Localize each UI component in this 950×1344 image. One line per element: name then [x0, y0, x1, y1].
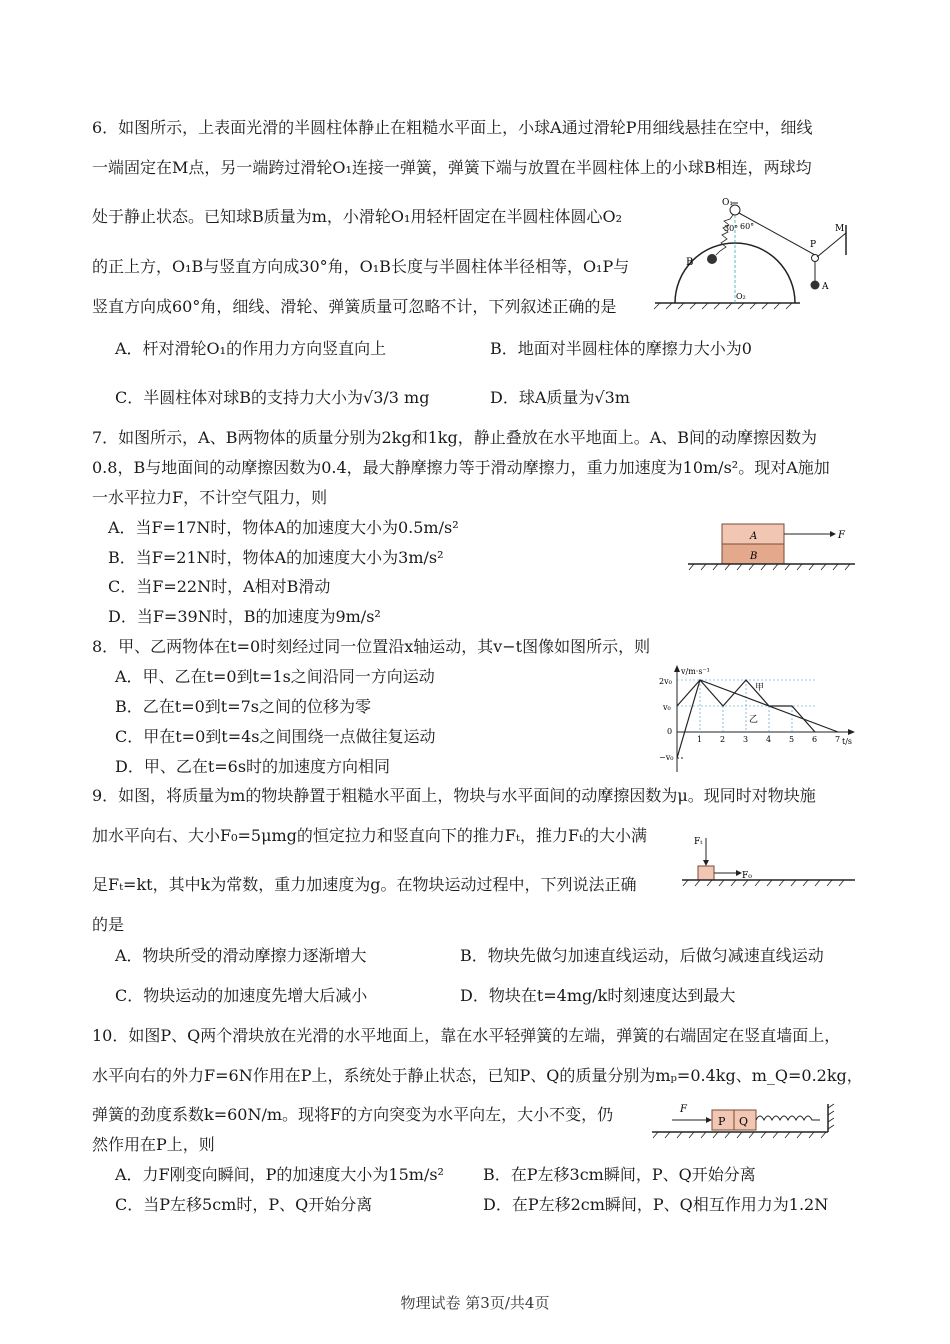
q6-label-b: B: [686, 257, 694, 268]
q8-option-c: C．甲在t=0到t=4s之间围绕一点做往复运动: [115, 727, 436, 746]
q9-label-ft: Fₜ: [694, 837, 703, 847]
q9-line-3: 足Fₜ=kt，其中k为常数，重力加速度为g。在物块运动过程中，下列说法正确: [92, 875, 637, 894]
q10-option-b: B．在P左移3cm瞬间，P、Q开始分离: [483, 1165, 756, 1184]
q8-ylabel: v/m·s⁻¹: [681, 667, 710, 676]
q6-label-o1: O₁: [722, 198, 733, 208]
q10-option-a: A．力F刚变向瞬间，P的加速度大小为15m/s²: [115, 1165, 444, 1184]
q9-line-2: 加水平向右、大小F₀=5μmg的恒定拉力和竖直向下的推力Fₜ，推力Fₜ的大小满: [92, 826, 648, 845]
q7-line-3: 一水平拉力F，不计空气阻力，则: [92, 488, 328, 507]
q6-label-o2: O₂: [736, 292, 746, 301]
q7-figure: [680, 518, 860, 578]
q6-option-c: C．半圆柱体对球B的支持力大小为√3/3 mg: [115, 388, 430, 407]
q8-option-d: D．甲、乙在t=6s时的加速度方向相同: [115, 757, 391, 776]
q7-label-b: B: [750, 551, 758, 562]
q8-tick-6: 6: [812, 735, 818, 744]
q8-label-yi: 乙: [749, 715, 759, 725]
q10-figure: [650, 1100, 845, 1145]
q6-option-d: D．球A质量为√3m: [490, 388, 630, 407]
q6-line-5: 竖直方向成60°角，细线、滑轮、弹簧质量可忽略不计，下列叙述正确的是: [92, 297, 617, 316]
q9-option-d: D．物块在t=4mg/k时刻速度达到最大: [460, 986, 736, 1005]
q9-line-1: 9．如图，将质量为m的物块静置于粗糙水平面上，物块与水平面间的动摩擦因数为μ。现同时对物块施: [92, 786, 816, 805]
q8-option-a: A．甲、乙在t=0到t=1s之间沿同一方向运动: [115, 667, 435, 686]
q6-figure: [650, 195, 860, 315]
q8-option-b: B．乙在t=0到t=7s之间的位移为零: [115, 697, 372, 716]
q8-tick-4: 4: [766, 735, 772, 744]
q7-line-2: 0.8，B与地面间的动摩擦因数为0.4，最大静摩擦力等于滑动摩擦力，重力加速度为10m/s²。现对A施加: [92, 458, 830, 477]
q8-tick-7: 7: [835, 735, 841, 744]
q6-line-4: 的正上方，O₁B与竖直方向成30°角，O₁B长度与半圆柱体半径相等，O₁P与: [92, 257, 630, 276]
page-footer: 物理试卷 第3页/共4页: [400, 1294, 550, 1312]
q6-label-60: 60°: [740, 222, 755, 231]
q6-label-p: P: [810, 240, 817, 250]
q8-y0: 0: [667, 727, 673, 736]
spring: [756, 1116, 820, 1120]
q7-label-a: A: [750, 531, 758, 542]
q9-option-a: A．物块所受的滑动摩擦力逐渐增大: [115, 946, 367, 965]
q10-label-q: Q: [739, 1115, 749, 1128]
q10-line-1: 10．如图P、Q两个滑块放在光滑的水平地面上，靠在水平轻弹簧的左端，弹簧的右端固定在竖直墙面上，: [92, 1026, 841, 1045]
q8-xlabel: t/s: [842, 737, 853, 746]
q7-option-a: A．当F=17N时，物体A的加速度大小为0.5m/s²: [108, 518, 459, 537]
q6-label-m: M: [835, 224, 845, 234]
q9-figure: [680, 832, 860, 892]
q7-option-d: D．当F=39N时，B的加速度为9m/s²: [108, 607, 381, 626]
q8-label-jia: 甲: [755, 683, 765, 693]
q10-line-4: 然作用在P上，则: [92, 1135, 215, 1154]
q10-option-c: C．当P左移5cm时，P、Q开始分离: [115, 1195, 373, 1214]
q9-option-b: B．物块先做匀加速直线运动，后做匀减速直线运动: [460, 946, 824, 965]
q10-line-2: 水平向右的外力F=6N作用在P上，系统处于静止状态，已知P、Q的质量分别为mₚ=0.4kg、m_Q=0.2kg，: [92, 1066, 863, 1085]
q8-line-1: 8．甲、乙两物体在t=0时刻经过同一位置沿x轴运动，其v−t图像如图所示，则: [92, 637, 651, 656]
q6-line-2: 一端固定在M点，另一端跨过滑轮O₁连接一弹簧，弹簧下端与放置在半圆柱体上的小球B相连，两球均: [92, 158, 812, 177]
q8-y1: v₀: [663, 703, 671, 712]
q8-yneg: −v₀: [659, 753, 674, 762]
q6-line-1: 6．如图所示，上表面光滑的半圆柱体静止在粗糙水平面上，小球A通过滑轮P用细线悬挂在空中，细线: [92, 118, 813, 137]
q8-tick-3: 3: [743, 735, 749, 744]
q8-figure: [655, 662, 860, 780]
q10-label-p: P: [718, 1115, 726, 1128]
q6-line-3: 处于静止状态。已知球B质量为m，小滑轮O₁用轻杆固定在半圆柱体圆心O₂: [92, 207, 622, 226]
q7-line-1: 7．如图所示，A、B两物体的质量分别为2kg和1kg，静止叠放在水平地面上。A、B间的动摩擦因数为: [92, 428, 818, 447]
q9-option-c: C．物块运动的加速度先增大后减小: [115, 986, 368, 1005]
q6-label-30: 30°: [724, 224, 739, 233]
q8-tick-5: 5: [789, 735, 795, 744]
q7-option-b: B．当F=21N时，物体A的加速度大小为3m/s²: [108, 548, 444, 567]
q7-label-f: F: [838, 530, 845, 541]
q6-label-a: A: [822, 282, 829, 292]
q10-option-d: D．在P左移2cm瞬间，P、Q相互作用力为1.2N: [483, 1195, 829, 1214]
q7-option-c: C．当F=22N时，A相对B滑动: [108, 577, 331, 596]
q10-line-3: 弹簧的劲度系数k=60N/m。现将F的方向突变为水平向左，大小不变，仍: [92, 1105, 614, 1124]
q9-label-f0: F₀: [742, 871, 752, 881]
q6-option-b: B．地面对半圆柱体的摩擦力大小为0: [490, 339, 752, 358]
q10-label-f: F: [680, 1104, 687, 1115]
q6-option-a: A．杆对滑轮O₁的作用力方向竖直向上: [115, 339, 387, 358]
q9-line-4: 的是: [92, 915, 125, 934]
q8-y2: 2v₀: [659, 677, 672, 686]
q8-tick-1: 1: [697, 735, 703, 744]
q8-tick-2: 2: [720, 735, 726, 744]
